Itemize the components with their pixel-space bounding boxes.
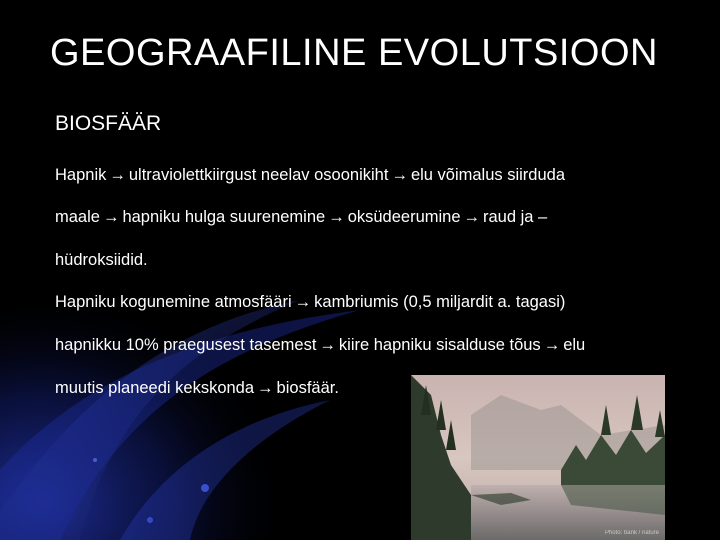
lake-forest-photo	[411, 375, 665, 540]
arrow-right-icon: →	[391, 166, 408, 184]
body-text-segment: hapniku hulga suurenemine	[122, 208, 326, 226]
body-text-segment: Hapnik	[55, 166, 107, 184]
misty-lake-forest-image	[411, 375, 665, 540]
arrow-right-icon: →	[543, 336, 561, 354]
body-text-segment: raud ja –	[483, 208, 548, 226]
body-line	[55, 379, 339, 398]
body-text-segment: elu võimalus siirduda	[410, 166, 566, 184]
body-text-segment: biosfäär.	[276, 379, 339, 397]
body-text-segment: hapnikku 10% praegusest tasemest	[55, 336, 317, 354]
arrow-right-icon: →	[463, 208, 481, 226]
body-text-segment: ultraviolettkiirgust neelav osoonikiht	[128, 166, 389, 184]
arrow-right-icon: →	[257, 379, 274, 397]
body-text-segment: kambriumis (0,5 miljardit a. tagasi)	[314, 293, 566, 311]
photo-credit: Photo: bank / nature	[604, 530, 659, 536]
slide-title: GEOGRAAFILINE EVOLUTSIOON	[50, 32, 658, 74]
arrow-right-icon: →	[294, 293, 312, 311]
body-line	[55, 251, 148, 270]
body-line	[55, 336, 585, 355]
body-line	[55, 166, 565, 185]
arrow-right-icon: →	[328, 208, 345, 226]
body-text-segment: hüdroksiidid.	[55, 251, 148, 269]
body-text-segment: Hapniku kogunemine atmosfääri	[55, 293, 292, 311]
body-line	[55, 293, 565, 312]
body-text-segment: muutis planeedi kekskonda	[55, 379, 255, 397]
arrow-right-icon: →	[102, 208, 120, 226]
body-text-segment: oksüdeerumine	[347, 208, 461, 226]
body-text-segment: elu	[563, 336, 586, 354]
slide-subtitle: BIOSFÄÄR	[55, 112, 162, 135]
body-text-segment: maale	[55, 208, 100, 226]
body-text-segment: kiire hapniku sisalduse tõus	[338, 336, 541, 354]
body-line	[55, 208, 547, 227]
arrow-right-icon: →	[109, 166, 126, 184]
arrow-right-icon: →	[319, 336, 336, 354]
